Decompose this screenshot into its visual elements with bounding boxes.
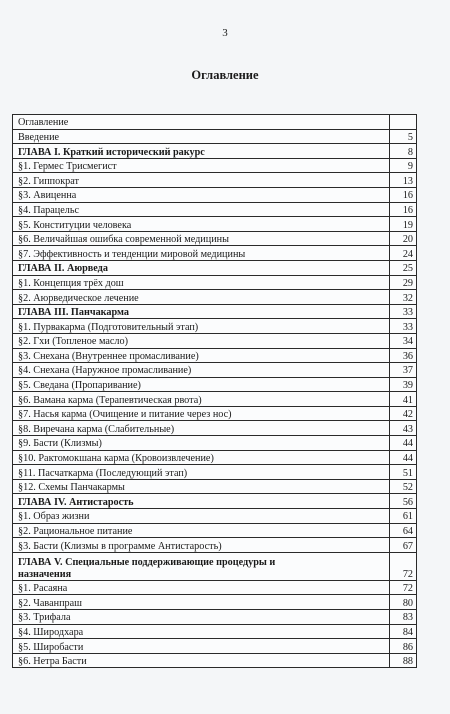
toc-entry-page: 42 bbox=[390, 406, 417, 421]
toc-row bbox=[13, 363, 417, 378]
toc-entry-label: §6. Вамана карма (Терапевтическая рвота) bbox=[13, 392, 390, 407]
toc-row bbox=[13, 523, 417, 538]
toc-entry-page: 44 bbox=[390, 436, 417, 451]
toc-entry-page: 33 bbox=[390, 319, 417, 334]
toc-row bbox=[13, 246, 417, 261]
toc-entry-page: 84 bbox=[390, 624, 417, 639]
toc-entry-label: §7. Насья карма (Очищение и питание через нос) bbox=[13, 406, 390, 421]
toc-row bbox=[13, 580, 417, 595]
page-number: 3 bbox=[222, 27, 228, 39]
toc-entry-page: 34 bbox=[390, 333, 417, 348]
toc-row bbox=[13, 202, 417, 217]
toc-row bbox=[13, 595, 417, 610]
toc-row bbox=[13, 406, 417, 421]
toc-entry-page: 61 bbox=[390, 509, 417, 524]
toc-entry-label: ГЛАВА I. Краткий исторический ракурс bbox=[13, 144, 390, 159]
toc-row bbox=[13, 231, 417, 246]
toc-row bbox=[13, 275, 417, 290]
toc-entry-page: 29 bbox=[390, 275, 417, 290]
toc-body bbox=[13, 115, 417, 668]
toc-entry-label: §4. Широдхара bbox=[13, 624, 390, 639]
toc-entry-label: §2. Аюрведическое лечение bbox=[13, 290, 390, 305]
toc-entry-label: §1. Пурвакарма (Подготовительный этап) bbox=[13, 319, 390, 334]
toc-row bbox=[13, 392, 417, 407]
toc-entry-page: 36 bbox=[390, 348, 417, 363]
toc-entry-label: Оглавление bbox=[13, 115, 390, 130]
toc-entry-page: 25 bbox=[390, 260, 417, 275]
toc-entry-label: §9. Басти (Клизмы) bbox=[13, 436, 390, 451]
toc-chapter-row bbox=[13, 552, 417, 580]
toc-entry-label: §1. Гермес Трисмегист bbox=[13, 158, 390, 173]
toc-table bbox=[12, 114, 417, 668]
toc-entry-page: 16 bbox=[390, 202, 417, 217]
toc-entry-label: §3. Басти (Клизмы в программе Антистарость) bbox=[13, 538, 390, 553]
toc-entry-page: 41 bbox=[390, 392, 417, 407]
toc-row bbox=[13, 290, 417, 305]
toc-entry-label: §11. Пасчаткарма (Последующий этап) bbox=[13, 465, 390, 480]
toc-entry-label: §5. Конституции человека bbox=[13, 217, 390, 232]
toc-row bbox=[13, 187, 417, 202]
toc-entry-page: 52 bbox=[390, 479, 417, 494]
toc-entry-label: §3. Трифала bbox=[13, 610, 390, 625]
toc-entry-page: 72 bbox=[390, 552, 417, 580]
toc-entry-label: §2. Гхи (Топленое масло) bbox=[13, 333, 390, 348]
toc-entry-page: 16 bbox=[390, 187, 417, 202]
toc-entry-page: 56 bbox=[390, 494, 417, 509]
toc-entry-label: §2. Гиппократ bbox=[13, 173, 390, 188]
toc-entry-page: 13 bbox=[390, 173, 417, 188]
toc-chapter-row bbox=[13, 494, 417, 509]
toc-row bbox=[13, 333, 417, 348]
toc-entry-label: §3. Авиценна bbox=[13, 187, 390, 202]
toc-row bbox=[13, 421, 417, 436]
toc-row bbox=[13, 115, 417, 130]
toc-entry-page: 64 bbox=[390, 523, 417, 538]
toc-entry-page: 20 bbox=[390, 231, 417, 246]
toc-entry-page: 32 bbox=[390, 290, 417, 305]
toc-entry-page: 80 bbox=[390, 595, 417, 610]
toc-entry-label: ГЛАВА II. Аюрведа bbox=[13, 260, 390, 275]
toc-row bbox=[13, 158, 417, 173]
toc-entry-page: 44 bbox=[390, 450, 417, 465]
toc-entry-page bbox=[390, 115, 417, 130]
toc-row bbox=[13, 509, 417, 524]
toc-entry-label: §5. Сведана (Пропаривание) bbox=[13, 377, 390, 392]
toc-entry-label: §5. Широбасти bbox=[13, 639, 390, 654]
toc-row bbox=[13, 348, 417, 363]
toc-entry-page: 5 bbox=[390, 129, 417, 144]
page-title: Оглавление bbox=[191, 68, 259, 82]
toc-entry-page: 72 bbox=[390, 580, 417, 595]
toc-entry-page: 9 bbox=[390, 158, 417, 173]
toc-row bbox=[13, 319, 417, 334]
toc-entry-label: §6. Величайшая ошибка современной медицины bbox=[13, 231, 390, 246]
toc-entry-page: 43 bbox=[390, 421, 417, 436]
toc-row bbox=[13, 450, 417, 465]
toc-entry-page: 88 bbox=[390, 653, 417, 668]
toc-entry-label: Введение bbox=[13, 129, 390, 144]
toc-chapter-row bbox=[13, 144, 417, 159]
toc-entry-label: ГЛАВА III. Панчакарма bbox=[13, 304, 390, 319]
toc-entry-page: 67 bbox=[390, 538, 417, 553]
toc-entry-label: §2. Чаванпраш bbox=[13, 595, 390, 610]
toc-row bbox=[13, 610, 417, 625]
toc-entry-label: ГЛАВА V. Специальные поддерживающие процедуры и назначения bbox=[13, 552, 390, 580]
toc-row bbox=[13, 436, 417, 451]
toc-entry-page: 51 bbox=[390, 465, 417, 480]
toc-chapter-row bbox=[13, 260, 417, 275]
toc-entry-page: 19 bbox=[390, 217, 417, 232]
toc-row bbox=[13, 624, 417, 639]
toc-entry-label: §10. Рактомокшана карма (Кровоизвлечение) bbox=[13, 450, 390, 465]
toc-entry-label: §12. Схемы Панчакармы bbox=[13, 479, 390, 494]
toc-entry-label: §4. Снехана (Наружное промасливание) bbox=[13, 363, 390, 378]
toc-entry-label: §4. Парацельс bbox=[13, 202, 390, 217]
toc-row bbox=[13, 217, 417, 232]
toc-entry-label: §2. Рациональное питание bbox=[13, 523, 390, 538]
toc-row bbox=[13, 129, 417, 144]
toc-row bbox=[13, 538, 417, 553]
toc-entry-page: 83 bbox=[390, 610, 417, 625]
toc-entry-page: 37 bbox=[390, 363, 417, 378]
toc-entry-label: §7. Эффективность и тенденции мировой медицины bbox=[13, 246, 390, 261]
toc-entry-page: 8 bbox=[390, 144, 417, 159]
toc-entry-label: §1. Образ жизни bbox=[13, 509, 390, 524]
toc-entry-label: §1. Концепция трёх дош bbox=[13, 275, 390, 290]
toc-entry-label: §3. Снехана (Внутреннее промасливание) bbox=[13, 348, 390, 363]
toc-row bbox=[13, 465, 417, 480]
toc-chapter-row bbox=[13, 304, 417, 319]
toc-entry-page: 33 bbox=[390, 304, 417, 319]
toc-entry-page: 86 bbox=[390, 639, 417, 654]
toc-entry-label: §8. Виречана карма (Слабительные) bbox=[13, 421, 390, 436]
toc-entry-label: §1. Расаяна bbox=[13, 580, 390, 595]
toc-entry-label: §6. Нетра Басти bbox=[13, 653, 390, 668]
toc-row bbox=[13, 479, 417, 494]
toc-row bbox=[13, 639, 417, 654]
toc-row bbox=[13, 653, 417, 668]
toc-row bbox=[13, 377, 417, 392]
toc-row bbox=[13, 173, 417, 188]
toc-entry-label: ГЛАВА IV. Антистарость bbox=[13, 494, 390, 509]
toc-entry-page: 39 bbox=[390, 377, 417, 392]
toc-entry-page: 24 bbox=[390, 246, 417, 261]
